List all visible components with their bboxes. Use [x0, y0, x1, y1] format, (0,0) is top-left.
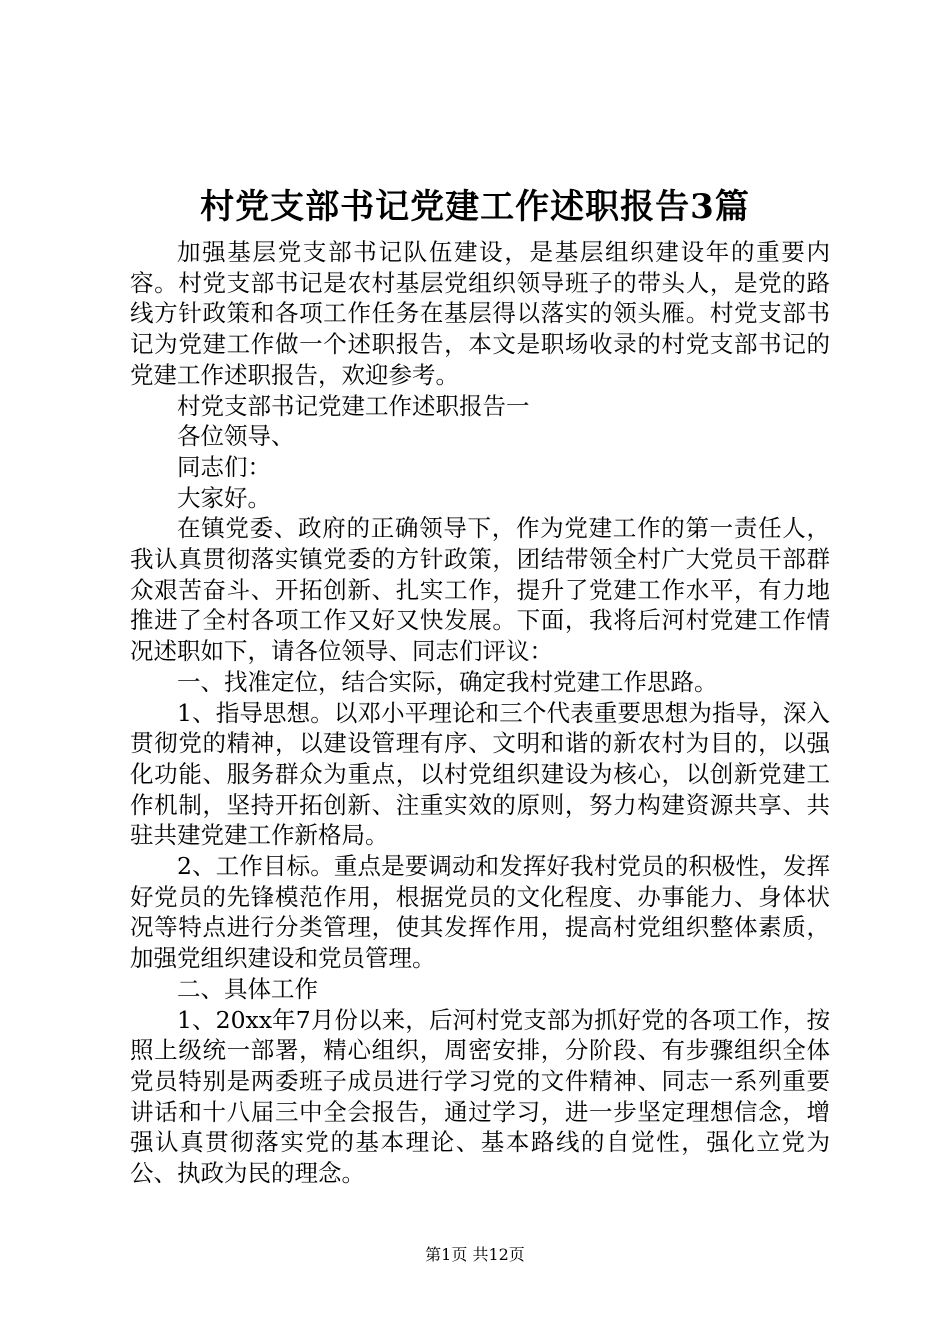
document-title: 村党支部书记党建工作述职报告3篇 — [200, 187, 750, 227]
paragraph-work-goal: 2、工作目标。重点是要调动和发挥好我村党员的积极性，发挥好党员的先锋模范作用，根据党员的文化程度、办事能力、身体状况等特点进行分类管理，使其发挥作用，提高村党组织整体素质，加强党组织建设和党员管理。 — [130, 852, 830, 973]
paragraph-intro: 加强基层党支部书记队伍建设，是基层组织建设年的重要内容。村党支部书记是农村基层党组织领导班子的带头人，是党的路线方针政策和各项工作任务在基层得以落实的领头雁。村党支部书记为党建工作做一个述职报告，本文是职场收录的村党支部书记的党建工作述职报告，欢迎参考。 — [130, 238, 830, 389]
paragraph-salutation-comrades: 同志们： — [177, 452, 271, 481]
section-heading-two: 二、具体工作 — [177, 974, 318, 1003]
paragraph-greeting: 大家好。 — [177, 483, 271, 512]
paragraph-specific-work: 1、20xx年7月份以来，后河村党支部为抓好党的各项工作，按照上级统一部署，精心组织，周密安排，分阶段、有步骤组织全体党员特别是两委班子成员进行学习党的文件精神、同志一系列重要讲话和十八届三中全会报告，通过学习，进一步坚定理想信念，增强认真贯彻落实党的基本理论、基本路线的自觉性，强化立党为公、执政为民的理念。 — [130, 1005, 830, 1188]
section-heading-one: 一、找准定位，结合实际，确定我村党建工作思路。 — [177, 667, 718, 696]
paragraph-report-heading: 村党支部书记党建工作述职报告一 — [177, 391, 530, 420]
paragraph-guiding-thought: 1、指导思想。以邓小平理论和三个代表重要思想为指导，深入贯彻党的精神，以建设管理有序、文明和谐的新农村为目的，以强化功能、服务群众为重点，以村党组织建设为核心，以创新党建工作机制，坚持开拓创新、注重实效的原则，努力构建资源共享、共驻共建党建工作新格局。 — [130, 698, 830, 850]
page-number-footer: 第1页 共12页 — [425, 1245, 525, 1264]
document-body — [130, 237, 830, 1189]
paragraph-salutation-leaders: 各位领导、 — [177, 422, 295, 451]
paragraph-overview: 在镇党委、政府的正确领导下，作为党建工作的第一责任人，我认真贯彻落实镇党委的方针政策，团结带领全村广大党员干部群众艰苦奋斗、开拓创新、扎实工作，提升了党建工作水平，有力地推进了全村各项工作又好又快发展。下面，我将后河村党建工作情况述职如下，请各位领导、同志们评议： — [130, 514, 830, 666]
